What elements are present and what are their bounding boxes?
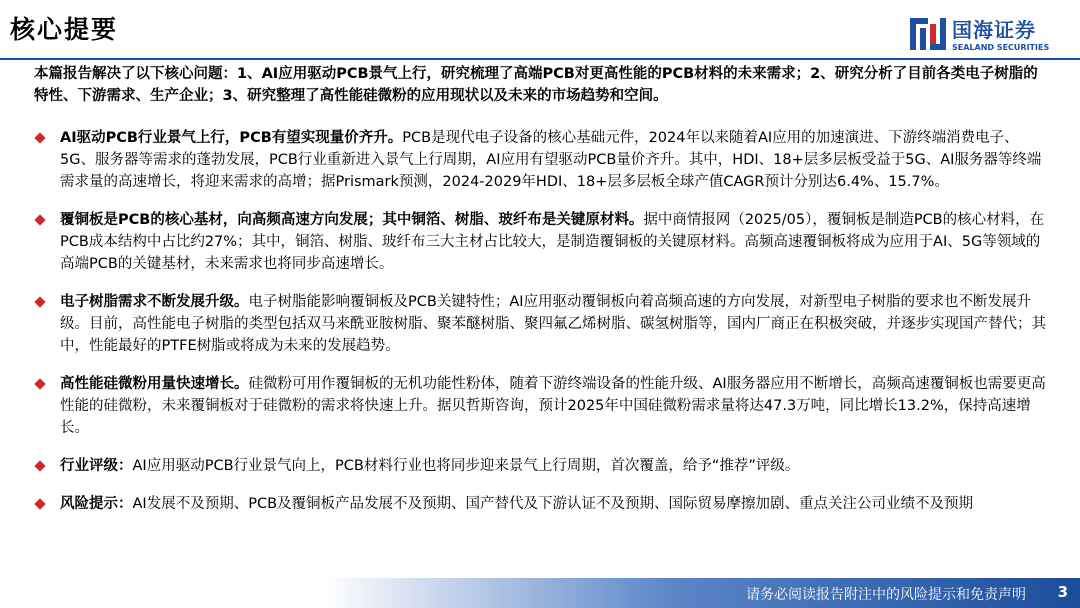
key-point-body: 据中商情报网（2025/05），覆铜板是制造PCB的核心材料，在PCB成本结构中占比约27%；其中，铜箔、树脂、玻纤布三大主材占比较大，是制造覆铜板的关键原材料。高频高速覆铜板将成为应用于AI、5G等领域的高端PCB的关键基材，未来需求也将同步高速增长。 xyxy=(60,212,1045,272)
summary-paragraph: 本篇报告解决了以下核心问题：1、AI应用驱动PCB景气上行，研究梳理了高端PCB对更高性能的PCB材料的未来需求；2、研究分析了目前各类电子树脂的特性、下游需求、生产企业；3、研究整理了高性能硅微粉的应用现状以及未来的市场趋势和空间。 xyxy=(34,66,1038,104)
key-points-list xyxy=(34,127,1050,531)
key-point-ccl xyxy=(34,209,1050,275)
key-point-body: 电子树脂能影响覆铜板及PCB关键特性；AI应用驱动覆铜板向着高频高速的方向发展，对新型电子树脂的要求也不断发展升级。目前，高性能电子树脂的类型包括双马来酰亚胺树脂、聚苯醚树脂、聚四氟乙烯树脂、碳氢树脂等，国内厂商正在积极突破，并逐步实现国产替代；其中，性能最好的PTFE树脂或将成为未来的发展趋势。 xyxy=(60,294,1046,354)
page-number: 3 xyxy=(1057,583,1068,601)
header-divider xyxy=(0,58,1080,60)
key-point-lead: 风险提示： xyxy=(60,496,133,512)
page-title: 核心提要 xyxy=(10,15,119,44)
key-point-resin xyxy=(34,291,1050,357)
key-point-rating xyxy=(34,455,1050,477)
logo-cn-text: 国海证券 xyxy=(952,18,1036,42)
sealand-logo-icon xyxy=(908,14,948,54)
disclaimer-note: 请务必阅读报告附注中的风险提示和免责声明 xyxy=(746,587,1026,603)
key-point-lead: 覆铜板是PCB的核心基材，向高频高速方向发展；其中铜箔、树脂、玻纤布是关键原材料。 xyxy=(60,212,644,228)
key-point-lead: 行业评级： xyxy=(60,458,133,474)
key-point-body: PCB是现代电子设备的核心基础元件，2024年以来随着AI应用的加速演进、下游终端消费电子、5G、服务器等需求的蓬勃发展，PCB行业重新进入景气上行周期，AI应用有望驱动PCB量价齐升。其中，HDI、18+层多层板受益于5G、AI服务器等终端需求量的高速增长，将迎来需求的高增；据Prismark预测，2024-2029年HDI、18+层多层板全球产值CAGR预计分别达6.4%、15.7%。 xyxy=(60,130,1042,190)
key-point-risk xyxy=(34,493,1050,515)
brand-logo xyxy=(908,12,1068,58)
key-point-body: 硅微粉可用作覆铜板的无机功能性粉体，随着下游终端设备的性能升级、AI服务器应用不断增长，高频高速覆铜板也需要更高性能的硅微粉，未来覆铜板对于硅微粉的需求将快速上升。据贝哲斯咨询，预计2025年中国硅微粉需求量将达47.3万吨，同比增长13.2%，保持高速增长。 xyxy=(60,376,1046,436)
key-point-lead: AI驱动PCB行业景气上行，PCB有望实现量价齐升。 xyxy=(60,130,403,146)
key-point-body: AI应用驱动PCB行业景气向上，PCB材料行业也将同步迎来景气上行周期，首次覆盖，给予“推荐”评级。 xyxy=(132,458,800,474)
diamond-bullet-icon xyxy=(34,214,45,225)
key-point-silica xyxy=(34,373,1050,439)
diamond-bullet-icon xyxy=(34,378,45,389)
key-point-pcb xyxy=(34,127,1050,193)
diamond-bullet-icon xyxy=(34,296,45,307)
diamond-bullet-icon xyxy=(34,498,45,509)
key-point-body: AI发展不及预期、PCB及覆铜板产品发展不及预期、国产替代及下游认证不及预期、国际贸易摩擦加剧、重点关注公司业绩不及预期 xyxy=(132,496,974,512)
footer-bar xyxy=(0,578,1080,608)
diamond-bullet-icon xyxy=(34,132,45,143)
diamond-bullet-icon xyxy=(34,460,45,471)
key-point-lead: 高性能硅微粉用量快速增长。 xyxy=(60,376,249,392)
logo-en-text: SEALAND SECURITIES xyxy=(952,43,1050,52)
key-point-lead: 电子树脂需求不断发展升级。 xyxy=(60,294,249,310)
